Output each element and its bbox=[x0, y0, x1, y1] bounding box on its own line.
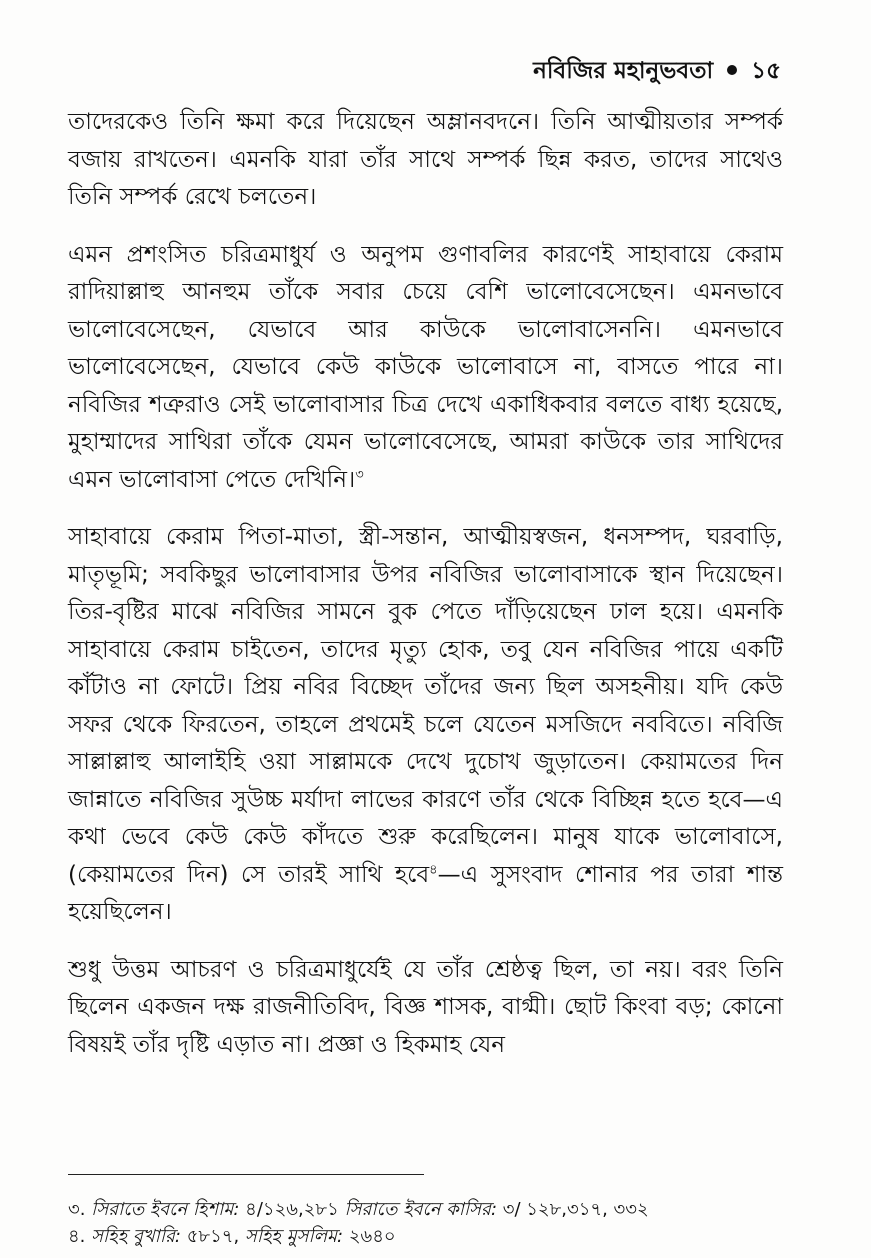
paragraph-4: শুধু উত্তম আচরণ ও চরিত্রমাধুর্যেই যে তাঁর শ্রেষ্ঠত্ব ছিল, তা নয়। বরং তিনি ছিলেন একজন দক্ষ রাজনীতিবিদ, বিজ্ঞ শাসক, বাগ্মী। ছোট কিংবা বড়; কোনো বিষয়ই তাঁর দৃষ্টি এড়াত না। প্রজ্ঞা ও হিকমাহ যেন bbox=[68, 956, 783, 1058]
paragraph-3 bbox=[68, 519, 783, 932]
footnote-source: সিরাতে ইবনে কাসির: bbox=[344, 1199, 498, 1220]
footnote-source: সহিহ মুসলিম: bbox=[244, 1226, 344, 1247]
page-number: ১৫ bbox=[751, 58, 781, 84]
footnote-reference: ২৬৪০ bbox=[343, 1226, 396, 1247]
footnote-reference: ৩/ ১২৮,৩১৭, ৩৩২ bbox=[497, 1199, 649, 1220]
footnote-4 bbox=[68, 1223, 801, 1250]
paragraph-1: তাদেরকেও তিনি ক্ষমা করে দিয়েছেন অম্লানবদনে। তিনি আত্মীয়তার সম্পর্ক বজায় রাখতেন। এমনকি যারা তাঁর সাথে সম্পর্ক ছিন্ন করত, তাদের সাথেও তিনি সম্পর্ক রেখে চলতেন। bbox=[68, 109, 783, 210]
footnote-ref-3: ৩ bbox=[355, 466, 364, 482]
footnote-ref-4: ৪ bbox=[429, 861, 438, 877]
body-text bbox=[68, 104, 783, 1084]
footnote-source: সিরাতে ইবনে হিশাম: bbox=[91, 1199, 240, 1220]
paragraph-3-tail: সুসংবাদ শোনার পর তারা শান্ত হয়েছিলেন। bbox=[68, 861, 784, 925]
footnote-reference: ৫৮১৭, bbox=[181, 1226, 245, 1247]
paragraph-2-text: এমন প্রশংসিত চরিত্রমাধুর্য ও অনুপম গুণাবলির কারণেই সাহাবায়ে কেরাম রাদিয়াল্লাহু আনহুম তাঁকে সবার চেয়ে বেশি ভালোবেসেছেন। এমনভাবে ভালোবেসেছেন, যেভাবে আর কাউকে ভালোবাসেননি। এমনভাবে ভালোবেসেছেন, যেভাবে কেউ কাউকে ভালোবাসে না, বাসতে পারে না। নবিজির শত্রুরাও সেই ভালোবাসার চিত্র দেখে একাধিকবার বলতে বাধ্য হয়েছে, মুহাম্মাদের সাথিরা তাঁকে যেমন ভালোবেসেছে, আমরা কাউকে তার সাথিদের এমন ভালোবাসা পেতে দেখিনি। bbox=[68, 241, 783, 493]
footnote-source: সহিহ বুখারি: bbox=[91, 1226, 181, 1247]
paragraph-3-text: সাহাবায়ে কেরাম পিতা-মাতা, স্ত্রী-সন্তান, আত্মীয়স্বজন, ধনসম্পদ, ঘরবাড়ি, মাতৃভূমি; সবকিছুর ভালোবাসার উপর নবিজির ভালোবাসাকে স্থান দিয়েছেন। তির-বৃষ্টির মাঝে নবিজির সামনে বুক পেতে দাঁড়িয়েছেন ঢাল হয়ে। এমনকি সাহাবায়ে কেরাম চাইতেন, তাদের মৃত্যু হোক, তবু যেন নবিজির পায়ে একটি কাঁটাও না ফোটে। প্রিয় নবির বিচ্ছেদ তাঁদের জন্য ছিল অসহনীয়। যদি কেউ সফর থেকে ফিরতেন, তাহলে প্রথমেই চলে যেতেন মসজিদে নববিতে। নবিজি সাল্লাল্লাহু আলাইহি ওয়া সাল্লামকে দেখে দুচোখ জুড়াতেন। কেয়ামতের দিন জান্নাতে নবিজির সুউচ্চ মর্যাদা লাভের কারণে তাঁর থেকে বিচ্ছিন্ন হতে হবে—এ কথা ভেবে কেউ কেউ কাঁদতে শুরু করেছিলেন। মানুষ যাকে ভালোবাসে, (কেয়ামতের দিন) সে তারই সাথি হবে bbox=[68, 524, 783, 888]
footnote-separator bbox=[68, 1174, 424, 1175]
bullet-separator bbox=[727, 65, 737, 75]
paragraph-3-after-ref: —এ bbox=[437, 861, 479, 888]
book-title: নবিজির মহানুভবতা bbox=[533, 58, 714, 84]
footnote-3 bbox=[68, 1196, 801, 1223]
footnotes bbox=[68, 1196, 801, 1250]
footnote-reference: ৪/১২৬,২৮১ bbox=[239, 1199, 345, 1220]
running-header bbox=[533, 56, 781, 86]
footnote-marker: ৪. bbox=[68, 1226, 86, 1247]
paragraph-2 bbox=[68, 237, 783, 500]
footnote-marker: ৩. bbox=[68, 1199, 86, 1220]
